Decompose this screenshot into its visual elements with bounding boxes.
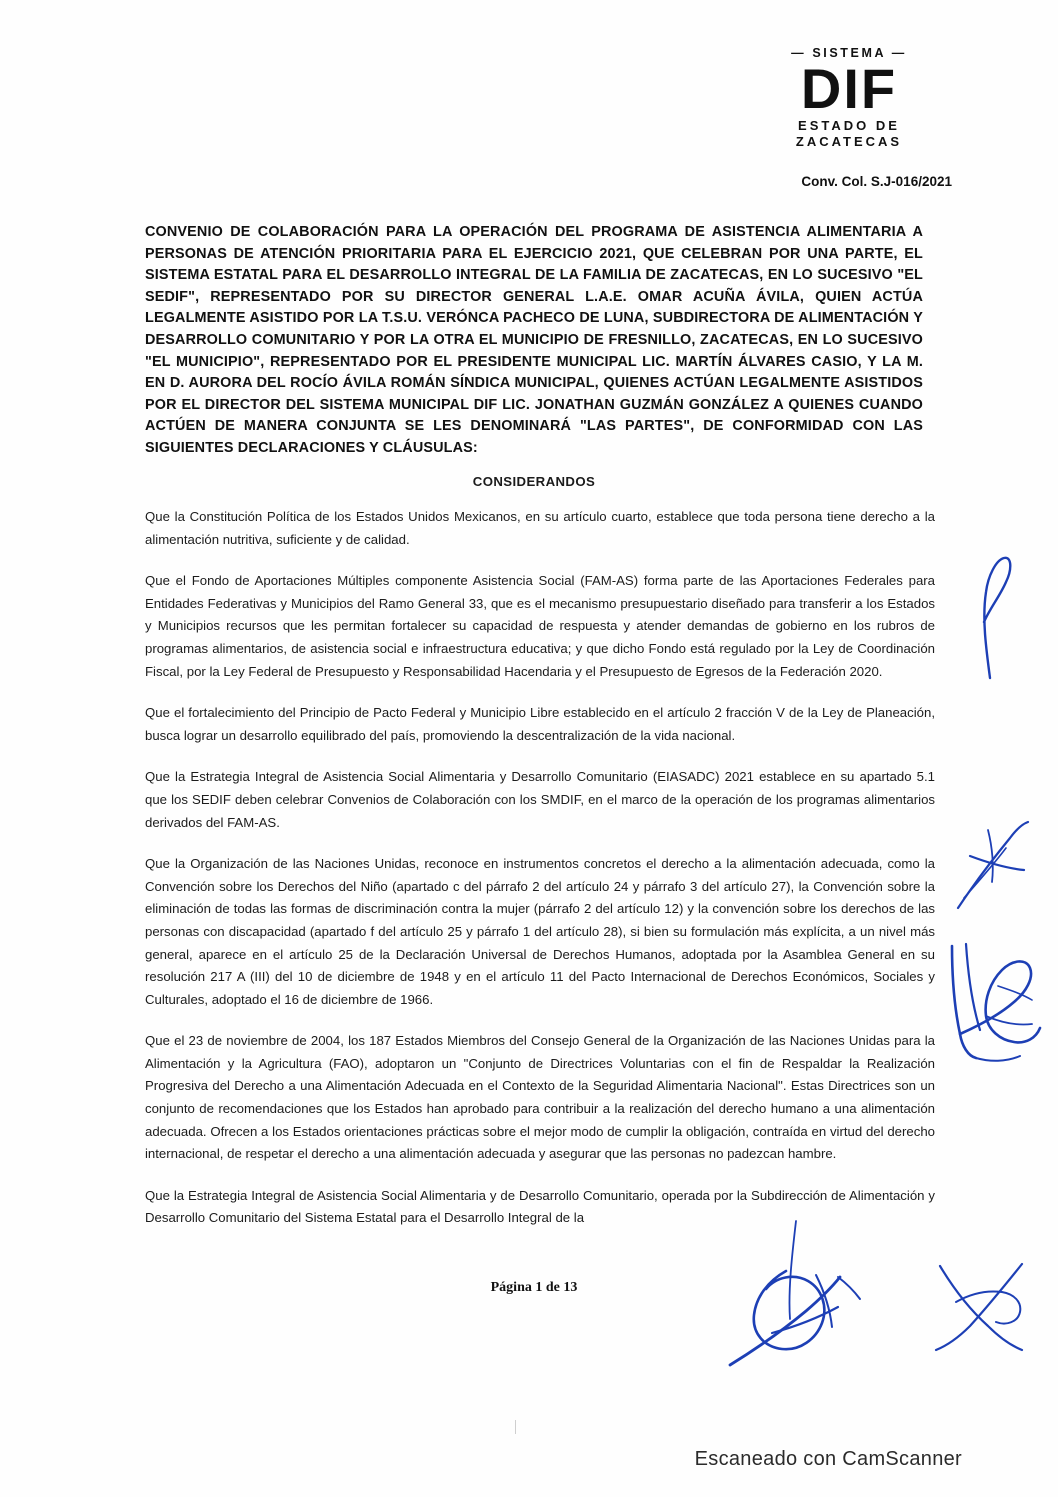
paragraph: Que la Estrategia Integral de Asistencia Social Alimentaria y Desarrollo Comunitario (EIASADC) 2021 establece en su apartado 5.1 que los SEDIF deben celebrar Convenios de Colaboración con los SMDIF, en el marco de la operación de los programas alimentarios derivados del FAM-AS. [145, 769, 935, 830]
logo-sistema-label: — SISTEMA — [791, 46, 907, 60]
signature-mark-middle-right [948, 812, 1044, 922]
paragraph: Que la Constitución Política de los Estados Unidos Mexicanos, en su artículo cuarto, establece que toda persona tiene derecho a la alimentación nutritiva, suficiente y de calidad. [145, 509, 935, 547]
document-body [145, 506, 935, 1249]
dif-logo [744, 46, 954, 149]
camscanner-watermark: Escaneado con CamScanner [694, 1448, 962, 1470]
document-heading: CONVENIO DE COLABORACIÓN PARA LA OPERACIÓN DEL PROGRAMA DE ASISTENCIA ALIMENTARIA A PERSONAS DE ATENCIÓN PRIORITARIA PARA EL EJERCICIO 2021, QUE CELEBRAN POR UNA PARTE, EL SISTEMA ESTATAL PARA EL DESARROLLO INTEGRAL DE LA FAMILIA DE ZACATECAS, EN LO SUCESIVO "EL SEDIF", REPRESENTADO POR SU DIRECTOR GENERAL L.A.E. OMAR ACUÑA ÁVILA, QUIEN ACTÚA LEGALMENTE ASISTIDO POR LA T.S.U. VERÓNCA PACHECO DE LUNA, SUBDIRECTORA DE ALIMENTACIÓN Y DESARROLLO COMUNITARIO Y POR LA OTRA EL MUNICIPIO DE FRESNILLO, ZACATECAS, EN LO SUCESIVO "EL MUNICIPIO", REPRESENTADO POR EL PRESIDENTE MUNICIPAL LIC. MARTÍN ÁLVARES CASIO, Y LA M. EN D. AURORA DEL ROCÍO ÁVILA ROMÁN SÍNDICA MUNICIPAL, QUIENES ACTÚAN LEGALMENTE ASISTIDOS POR EL DIRECTOR DEL SISTEMA MUNICIPAL DIF LIC. JONATHAN GUZMÁN GONZÁLEZ A QUIENES CUANDO ACTÚEN DE MANERA CONJUNTA SE LES DENOMINARÁ "LAS PARTES", DE CONFORMIDAD CON LAS SIGUIENTES DECLARACIONES Y CLÁUSULAS: [145, 224, 923, 456]
page-number-footer: Página 1 de 13 [490, 1280, 578, 1295]
logo-acronym: DIF [800, 57, 898, 120]
signature-mark-bottom-right [926, 1252, 1036, 1362]
paragraph: Que el 23 de noviembre de 2004, los 187 Estados Miembros del Consejo General de la Organización de las Naciones Unidas para la Alimentación y la Agricultura (FAO), adoptaron un "Conjunto de Directrices Voluntarias con el fin de Respaldar la Realización Progresiva del Derecho a una Alimentación Adecuada en el Contexto de la Seguridad Alimentaria Nacional". Estas Directrices son un conjunto de recomendaciones que los Estados han aprobado para contribuir a la realización del derecho humano a una alimentación adecuada. Ofrecen a los Estados orientaciones prácticas sobre el mejor modo de cumplir la obligación, contraída en virtud del derecho internacional, de respetar el derecho a una alimentación adecuada y asegurar que las personas no padezcan hambre. [145, 1033, 935, 1162]
signature-mark-large-right [938, 930, 1048, 1075]
paragraph: Que el Fondo de Aportaciones Múltiples componente Asistencia Social (FAM-AS) forma parte de las Aportaciones Federales para Entidades Federativas y Municipios del Ramo General 33, que es el mecanismo presupuestario diseñado para transferir a los Estados y Municipios recursos que les permitan fortalecer su capacidad de respuesta y atender demandas de gobierno en los rubros de programas alimentarios, de asistencia social e infraestructura educativa; y que dicho Fondo está regulado por la Ley de Coordinación Fiscal, por la Ley Federal de Presupuesto y Responsabilidad Hacendaria y el Presupuesto de Egresos de la Federación 2020. [145, 573, 935, 679]
logo-estado-label: ESTADO DE [798, 118, 900, 133]
paragraph: Que la Organización de las Naciones Unidas, reconoce en instrumentos concretos el derecho a la alimentación adecuada, como la Convención sobre los Derechos del Niño (apartado c del párrafo 2 del artículo 24 y párrafo 3 del artículo 27), la Convención sobre la eliminación de todas las formas de discriminación contra la mujer (párrafo 2 del artículo 12) y la convención sobre los derechos de las personas con discapacidad (apartado f del artículo 25 y párrafo 1 del artículo 28), si bien su formulación más explícita, a un nivel más general, aparece en el artículo 25 de la Declaración Universal de Derechos Humanos, adoptada por la Asamblea General en su resolución 217 A (III) del 10 de diciembre de 1948 y en el artículo 11 del Pacto Internacional de Derechos Económicos, Sociales y Culturales, adoptado el 16 de diciembre de 1966. [145, 856, 935, 1007]
convenio-number: Conv. Col. S.J-016/2021 [801, 174, 952, 189]
paragraph: Que la Estrategia Integral de Asistencia Social Alimentaria y de Desarrollo Comunitario, operada por la Subdirección de Alimentación y Desarrollo Comunitario del Sistema Estatal para el Desarrollo Integral de la [145, 1187, 935, 1226]
logo-zacatecas-label: ZACATECAS [795, 134, 903, 149]
paragraph: Que el fortalecimiento del Principio de Pacto Federal y Municipio Libre establecido en el artículo 2 fracción V de la Ley de Planeación, busca lograr un desarrollo equilibrado del país, promoviendo la descentralización de la vida nacional. [145, 705, 935, 743]
scan-artifact-line [515, 1420, 516, 1434]
section-title-considerandos: CONSIDERANDOS [472, 474, 596, 489]
signature-mark-upper-right [960, 552, 1030, 682]
